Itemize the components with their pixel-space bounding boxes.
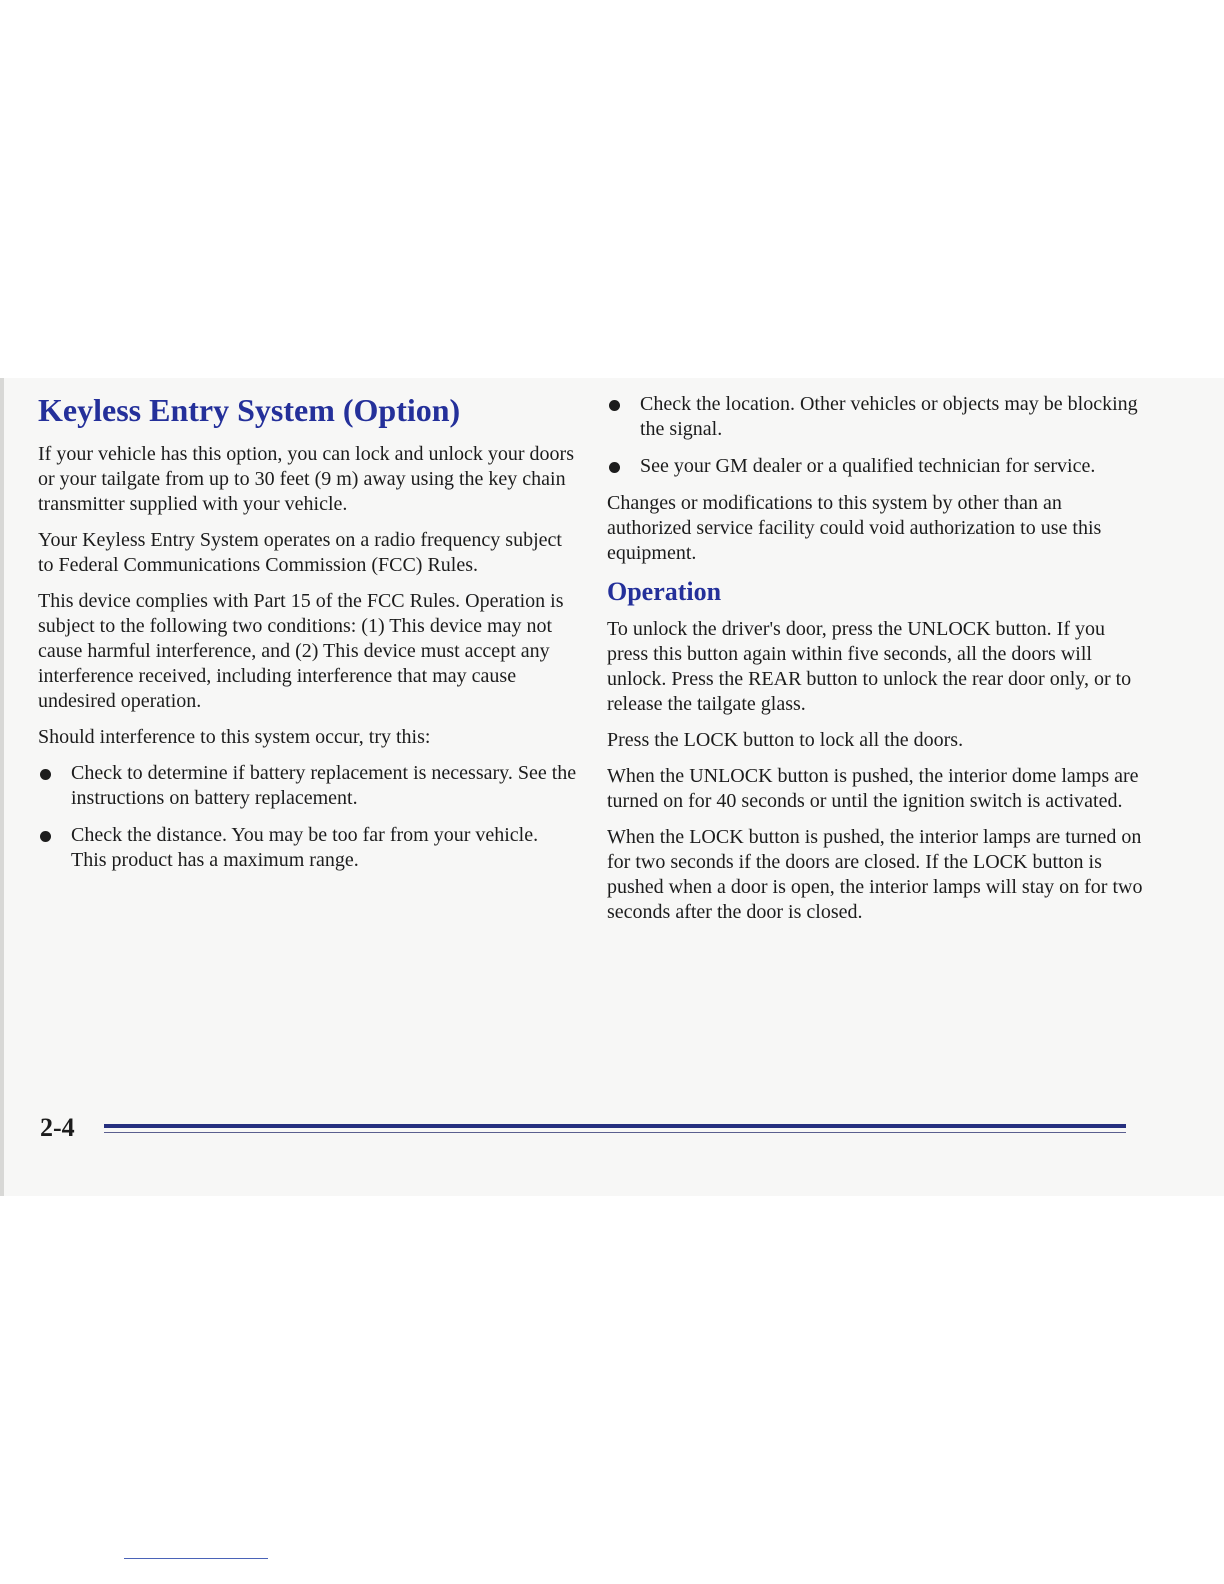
changes-paragraph: Changes or modifications to this system by other than an authorized service facility could void authorization to use this equipment. — [607, 492, 1102, 564]
bullet-icon — [40, 769, 51, 780]
list-item-text: Check the location. Other vehicles or objects may be blocking the signal. — [640, 393, 1138, 440]
fcc-paragraph: Your Keyless Entry System operates on a radio frequency subject to Federal Communications Commission (FCC) Rules. — [38, 529, 562, 576]
troubleshoot-list-continued — [607, 392, 1147, 479]
list-item-text: Check to determine if battery replacement is necessary. See the instructions on battery replacement. — [71, 762, 577, 809]
troubleshoot-list — [38, 761, 578, 873]
operation-heading: Operation — [607, 577, 722, 606]
left-column — [38, 392, 578, 885]
list-item-text: Check the distance. You may be too far from your vehicle. This product has a maximum range. — [71, 824, 539, 871]
list-item-text: See your GM dealer or a qualified technician for service. — [640, 455, 1096, 477]
bullet-icon — [609, 462, 620, 473]
bullet-icon — [40, 831, 51, 842]
interference-paragraph: Should interference to this system occur, try this: — [38, 726, 431, 748]
list-item — [607, 454, 1147, 479]
list-item — [607, 392, 1147, 442]
page-number: 2-4 — [40, 1113, 75, 1142]
list-item — [38, 823, 578, 873]
footer-rule-thin — [104, 1132, 1126, 1133]
operation-lock-paragraph: Press the LOCK button to lock all the doors. — [607, 729, 964, 751]
bottom-mark-divider — [124, 1558, 268, 1559]
page-edge-shadow — [0, 378, 4, 1196]
operation-unlock-paragraph: To unlock the driver's door, press the UNLOCK button. If you press this button again within five seconds, all the doors will unlock. Press the REAR button to unlock the rear door only, or to release the tailgate glass. — [607, 618, 1132, 715]
operation-dome-lamps-paragraph: When the UNLOCK button is pushed, the interior dome lamps are turned on for 40 seconds or until the ignition switch is activated. — [607, 765, 1139, 812]
operation-interior-lamps-paragraph: When the LOCK button is pushed, the interior lamps are turned on for two seconds if the doors are closed. If the LOCK button is pushed when a door is open, the interior lamps will stay on for two seconds after the door is closed. — [607, 826, 1143, 923]
footer-rule — [104, 1124, 1126, 1128]
section-title: Keyless Entry System (Option) — [38, 392, 461, 428]
right-column — [607, 392, 1147, 936]
list-item — [38, 761, 578, 811]
compliance-paragraph: This device complies with Part 15 of the FCC Rules. Operation is subject to the following two conditions: (1) This device may not cause harmful interference, and (2) This device must accept any interference received, including interference that may cause undesired operation. — [38, 590, 564, 712]
intro-paragraph: If your vehicle has this option, you can lock and unlock your doors or your tailgate from up to 30 feet (9 m) away using the key chain transmitter supplied with your vehicle. — [38, 443, 574, 515]
bullet-icon — [609, 400, 620, 411]
